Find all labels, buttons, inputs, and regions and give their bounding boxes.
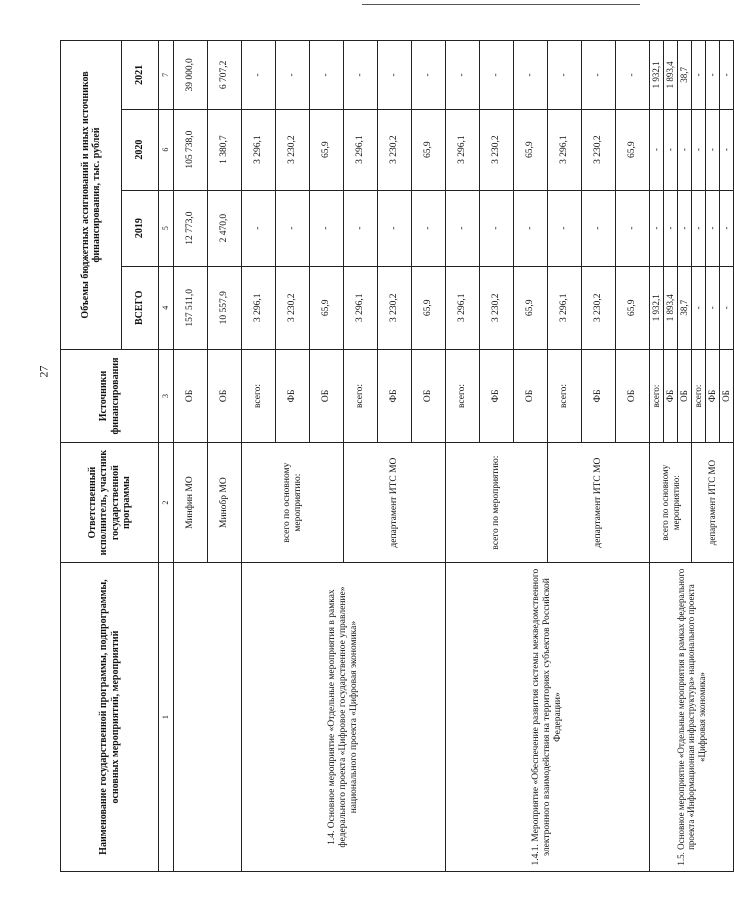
source-cell: ОБ	[514, 349, 548, 442]
executor-cell: Минобр МО	[208, 443, 242, 563]
total-cell: 10 557,9	[208, 266, 242, 349]
y2021-cell: -	[582, 41, 616, 110]
top-rule	[362, 4, 640, 5]
activity-name-1-4: 1.4. Основное мероприятие «Отдельные мероприятия в рамках федерального проекта «Цифровое государственное управление» национального проекта «Цифровая экономика»	[242, 563, 446, 872]
y2020-cell: 3 230,2	[582, 109, 616, 190]
y2020-cell: -	[706, 109, 720, 190]
total-cell: 65,9	[514, 266, 548, 349]
y2020-cell: 65,9	[412, 109, 446, 190]
executor-total-label: всего по основному мероприятию:	[242, 443, 344, 563]
y2019-cell: -	[692, 190, 706, 266]
activity-name-1-5: 1.5. Основное мероприятие «Отдельные мероприятия в рамках федерального проекта «Информационная инфраструктура» национального проекта «Цифровая экономика»	[650, 563, 734, 872]
y2020-cell: 105 738,0	[174, 109, 208, 190]
total-cell: 65,9	[310, 266, 344, 349]
activity-name-1-4-1: 1.4.1. Мероприятие «Обеспечение развития системы межведомственного электронного взаимодействия на территориях субъектов Российской Федерации»	[446, 563, 650, 872]
source-cell: ОБ	[208, 349, 242, 442]
total-cell: 157 511,0	[174, 266, 208, 349]
y2020-cell: -	[692, 109, 706, 190]
header-2019: 2019	[122, 190, 159, 266]
executor-total-label: всего по мероприятию:	[446, 443, 548, 563]
executor-dept: департамент ИТС МО	[548, 443, 650, 563]
y2021-cell: -	[616, 41, 650, 110]
source-cell: ФБ	[378, 349, 412, 442]
y2021-cell: -	[692, 41, 706, 110]
source-cell: всего:	[242, 349, 276, 442]
total-cell: 3 296,1	[242, 266, 276, 349]
y2021-cell: -	[242, 41, 276, 110]
y2021-cell: -	[378, 41, 412, 110]
y2021-cell: -	[446, 41, 480, 110]
index-cell: 1	[159, 563, 174, 872]
y2021-cell: -	[706, 41, 720, 110]
table-row	[446, 41, 480, 872]
source-cell: всего:	[344, 349, 378, 442]
total-cell: -	[720, 266, 734, 349]
index-cell: 6	[159, 109, 174, 190]
page-number: 27	[36, 365, 51, 378]
column-index-row	[159, 41, 174, 872]
source-cell: всего:	[446, 349, 480, 442]
y2019-cell: -	[412, 190, 446, 266]
y2021-cell: -	[720, 41, 734, 110]
table-row	[174, 41, 208, 872]
y2019-cell: -	[514, 190, 548, 266]
y2019-cell: -	[706, 190, 720, 266]
y2019-cell: -	[548, 190, 582, 266]
executor-dept: департамент ИТС МО	[344, 443, 446, 563]
total-cell: 1 893,4	[664, 266, 678, 349]
y2019-cell: -	[720, 190, 734, 266]
table-row	[242, 41, 276, 872]
y2020-cell: 3 296,1	[242, 109, 276, 190]
source-cell: ФБ	[480, 349, 514, 442]
total-cell: 3 230,2	[276, 266, 310, 349]
y2020-cell: -	[678, 109, 692, 190]
rotated-table-container	[60, 40, 732, 872]
total-cell: -	[692, 266, 706, 349]
y2021-cell: 6 707,2	[208, 41, 242, 110]
source-cell: ОБ	[720, 349, 734, 442]
header-name: Наименование государственной программы, подпрограммы, основных мероприятий, мероприятий	[61, 563, 159, 872]
y2020-cell: -	[664, 109, 678, 190]
y2021-cell: -	[310, 41, 344, 110]
total-cell: 3 296,1	[548, 266, 582, 349]
y2021-cell: -	[548, 41, 582, 110]
y2021-cell: -	[276, 41, 310, 110]
y2020-cell: 65,9	[514, 109, 548, 190]
y2019-cell: -	[242, 190, 276, 266]
header-source: Источники финансирования	[61, 349, 159, 442]
y2019-cell: -	[446, 190, 480, 266]
total-cell: 3 230,2	[378, 266, 412, 349]
source-cell: всего:	[692, 349, 706, 442]
total-cell: 3 296,1	[446, 266, 480, 349]
index-cell: 2	[159, 443, 174, 563]
source-cell: ФБ	[582, 349, 616, 442]
executor-total-label: всего по основному мероприятию:	[650, 443, 692, 563]
y2019-cell: -	[310, 190, 344, 266]
header-2021: 2021	[122, 41, 159, 110]
total-cell: 3 230,2	[480, 266, 514, 349]
source-cell: ОБ	[310, 349, 344, 442]
y2020-cell: 3 230,2	[480, 109, 514, 190]
y2021-cell: 39 000,0	[174, 41, 208, 110]
y2019-cell: -	[582, 190, 616, 266]
y2019-cell: -	[344, 190, 378, 266]
y2019-cell: 12 773,0	[174, 190, 208, 266]
budget-table	[60, 40, 734, 872]
total-cell: 65,9	[412, 266, 446, 349]
y2019-cell: -	[480, 190, 514, 266]
y2020-cell: 1 380,7	[208, 109, 242, 190]
total-cell: 65,9	[616, 266, 650, 349]
header-total: ВСЕГО	[122, 266, 159, 349]
y2021-cell: 38,7	[678, 41, 692, 110]
source-cell: ФБ	[706, 349, 720, 442]
name-cell-empty	[174, 563, 242, 872]
index-cell: 5	[159, 190, 174, 266]
y2021-cell: 1 893,4	[664, 41, 678, 110]
y2019-cell: -	[678, 190, 692, 266]
y2019-cell: -	[276, 190, 310, 266]
y2020-cell: 3 230,2	[276, 109, 310, 190]
total-cell: 3 296,1	[344, 266, 378, 349]
y2019-cell: 2 470,0	[208, 190, 242, 266]
y2020-cell: 3 296,1	[446, 109, 480, 190]
y2020-cell: -	[650, 109, 664, 190]
y2020-cell: 65,9	[310, 109, 344, 190]
header-2020: 2020	[122, 109, 159, 190]
y2020-cell: 3 296,1	[344, 109, 378, 190]
total-cell: 38,7	[678, 266, 692, 349]
executor-cell: Минфин МО	[174, 443, 208, 563]
index-cell: 7	[159, 41, 174, 110]
total-cell: 3 230,2	[582, 266, 616, 349]
y2019-cell: -	[664, 190, 678, 266]
y2020-cell: 3 296,1	[548, 109, 582, 190]
y2021-cell: -	[480, 41, 514, 110]
index-cell: 3	[159, 349, 174, 442]
table-row	[650, 41, 664, 872]
executor-dept: департамент ИТС МО	[692, 443, 734, 563]
source-cell: ФБ	[664, 349, 678, 442]
y2019-cell: -	[650, 190, 664, 266]
source-cell: ФБ	[276, 349, 310, 442]
y2021-cell: -	[412, 41, 446, 110]
y2020-cell: 65,9	[616, 109, 650, 190]
source-cell: ОБ	[412, 349, 446, 442]
source-cell: ОБ	[174, 349, 208, 442]
y2021-cell: 1 932,1	[650, 41, 664, 110]
source-cell: всего:	[650, 349, 664, 442]
y2021-cell: -	[344, 41, 378, 110]
total-cell: -	[706, 266, 720, 349]
header-executor: Ответственный исполнитель, участник государственной программы	[61, 443, 159, 563]
y2019-cell: -	[616, 190, 650, 266]
y2020-cell: -	[720, 109, 734, 190]
header-volumes: Объемы бюджетных ассигнований и иных источников финансирования, тыс. рублей	[61, 41, 122, 350]
source-cell: всего:	[548, 349, 582, 442]
y2021-cell: -	[514, 41, 548, 110]
y2019-cell: -	[378, 190, 412, 266]
y2020-cell: 3 230,2	[378, 109, 412, 190]
source-cell: ОБ	[678, 349, 692, 442]
source-cell: ОБ	[616, 349, 650, 442]
index-cell: 4	[159, 266, 174, 349]
total-cell: 1 932,1	[650, 266, 664, 349]
